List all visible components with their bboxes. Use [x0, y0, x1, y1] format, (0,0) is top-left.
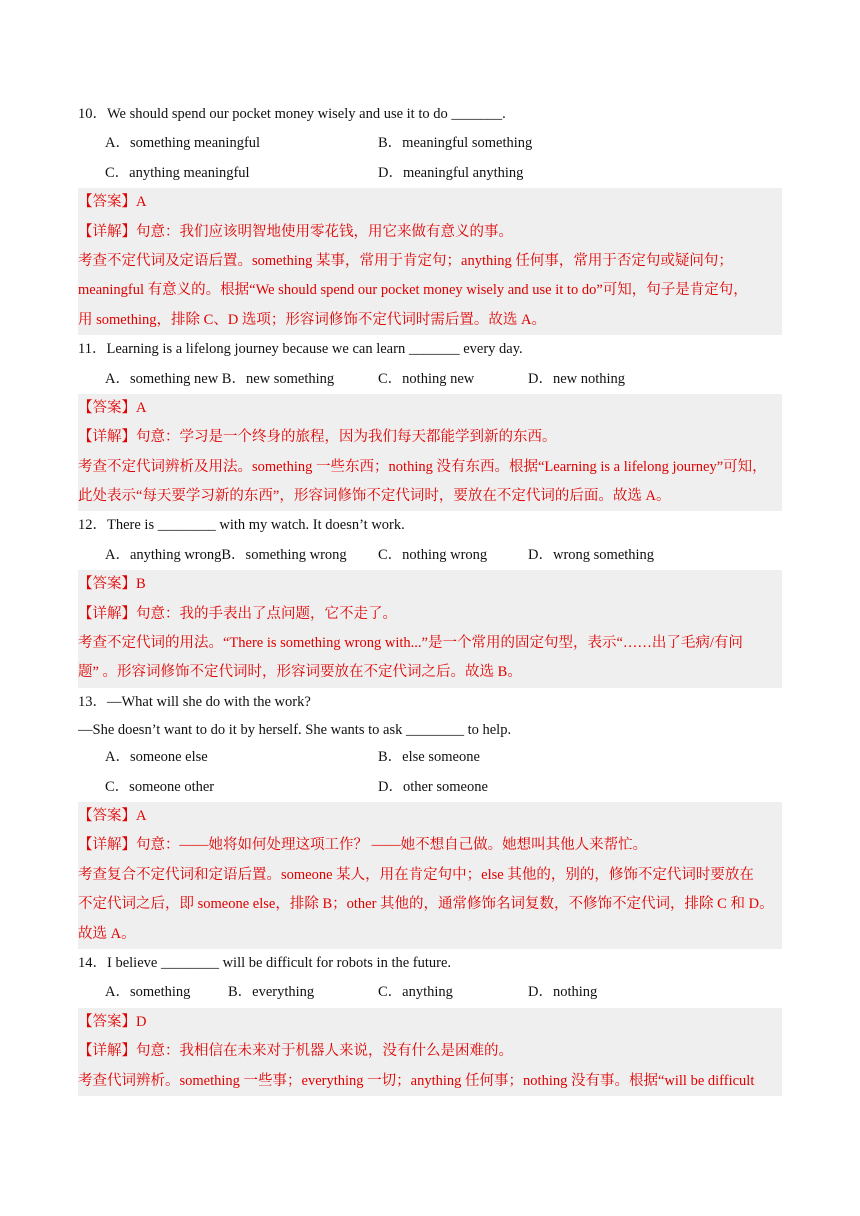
question-10 [78, 100, 782, 335]
answer-label: 【答案】D [78, 1013, 147, 1030]
explanation-line: 不定代词之后，即 someone else，排除 B；other 其他的，通常修饰名词复数，不修饰不定代词，排除 C 和 D。 [78, 896, 774, 913]
answer-block [78, 570, 782, 688]
option-c: C．nothing new [378, 370, 475, 387]
options-row [78, 978, 782, 1007]
option-c: C．anything meaningful [105, 164, 250, 181]
answer-block [78, 394, 782, 512]
explanation-line: 考查不定代词的用法。“There is something wrong with...”是一个常用的固定句型，表示“……出了毛病/有问 [78, 635, 743, 652]
question-stem-2: —She doesn’t want to do it by herself. She wants to ask ________ to help. [78, 722, 512, 739]
question-12 [78, 511, 782, 687]
explanation-line: 【详解】句意：我的手表出了点问题，它不走了。 [78, 605, 397, 622]
explanation-line: 题” 。形容词修饰不定代词时，形容词要放在不定代词之后。故选 B。 [78, 664, 522, 681]
option-d: D．new nothing [528, 370, 626, 387]
option-d: D．meaningful anything [378, 164, 524, 181]
explanation-line: 考查复合不定代词和定语后置。someone 某人，用在肯定句中；else 其他的，别的，修饰不定代词时要放在 [78, 866, 754, 883]
option-d: D．wrong something [528, 546, 655, 563]
question-14 [78, 949, 782, 1096]
question-stem: 11．Learning is a lifelong journey because we can learn _______ every day. [78, 341, 523, 358]
options-row [78, 541, 782, 570]
explanation-line: meaningful 有意义的。根据“We should spend our pocket money wisely and use it to do”可知，句子是肯定句， [78, 282, 748, 299]
explanation-line: 故选 A。 [78, 925, 136, 942]
explanation-line: 【详解】句意：我们应该明智地使用零花钱，用它来做有意义的事。 [78, 223, 513, 240]
answer-block [78, 188, 782, 335]
option-a-b: A．something new B．new something [105, 370, 335, 387]
explanation-line: 此处表示“每天要学习新的东西”，形容词修饰不定代词时，要放在不定代词的后面。故选 A。 [78, 488, 671, 505]
option-b: B．else someone [378, 749, 480, 766]
question-stem: 10．We should spend our pocket money wisely and use it to do _______. [78, 106, 506, 122]
answer-label: 【答案】A [78, 807, 147, 824]
option-d: D．nothing [528, 984, 598, 1001]
answer-label: 【答案】B [78, 576, 146, 593]
explanation-line: 用 something，排除 C、D 选项；形容词修饰不定代词时需后置。故选 A。 [78, 311, 547, 328]
option-a: A．something [105, 984, 191, 1001]
explanation-line: 【详解】句意：——她将如何处理这项工作？ ——她不想自己做。她想叫其他人来帮忙。 [78, 837, 648, 854]
option-d: D．other someone [378, 778, 488, 795]
options-row [78, 159, 782, 188]
option-b: B．meaningful something [378, 135, 533, 152]
option-a: A．something meaningful [105, 135, 261, 152]
option-c: C．someone other [105, 778, 215, 795]
explanation-line: 【详解】句意：学习是一个终身的旅程，因为我们每天都能学到新的东西。 [78, 429, 557, 446]
options-row [78, 743, 782, 772]
option-c: C．nothing wrong [378, 546, 488, 563]
option-a-b: A．anything wrongB．something wrong [105, 546, 347, 563]
option-c: C．anything [378, 984, 453, 1001]
options-row [78, 365, 782, 394]
question-list [78, 100, 782, 1096]
explanation-line: 考查不定代词及定语后置。something 某事，常用于肯定句；anything 任何事，常用于否定句或疑问句； [78, 252, 733, 269]
question-11 [78, 335, 782, 511]
answer-block [78, 802, 782, 949]
answer-label: 【答案】A [78, 194, 147, 211]
options-row [78, 129, 782, 158]
explanation-line: 考查代词辨析。something 一些事；everything 一切；anything 任何事；nothing 没有事。根据“will be difficult [78, 1072, 755, 1089]
question-stem: 13．—What will she do with the work? [78, 693, 311, 710]
options-row [78, 773, 782, 802]
explanation-line: 【详解】句意：我相信在未来对于机器人来说，没有什么是困难的。 [78, 1043, 513, 1060]
option-a: A．someone else [105, 749, 208, 766]
question-stem: 12．There is ________ with my watch. It doesn’t work. [78, 517, 405, 534]
option-b: B．everything [228, 984, 315, 1001]
answer-label: 【答案】A [78, 399, 147, 416]
answer-block [78, 1008, 782, 1096]
question-13 [78, 688, 782, 949]
explanation-line: 考查不定代词辨析及用法。something 一些东西；nothing 没有东西。根据“Learning is a lifelong journey”可知， [78, 458, 767, 475]
question-stem: 14．I believe ________ will be difficult for robots in the future. [78, 954, 452, 971]
